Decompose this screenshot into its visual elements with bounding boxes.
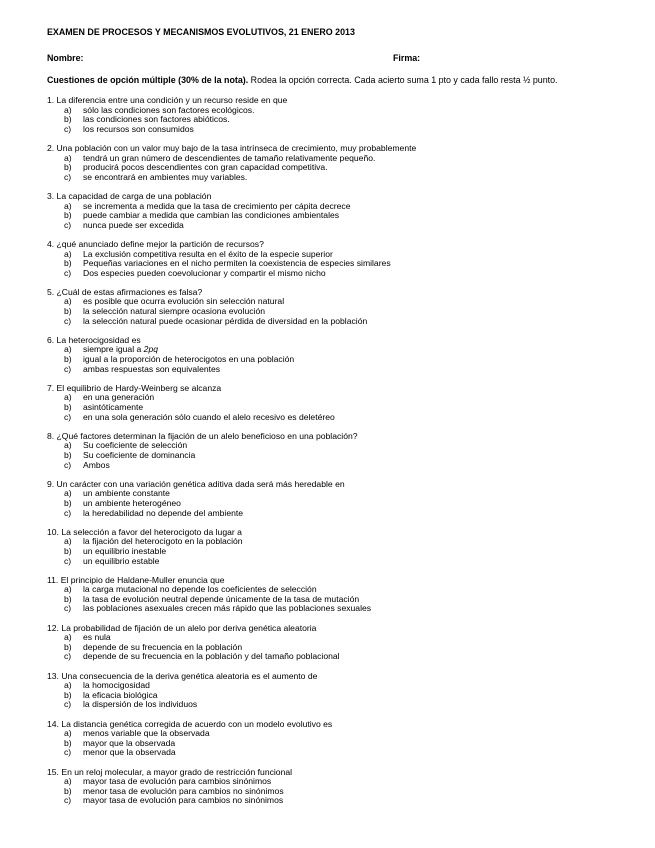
option-text: la eficacia biológica xyxy=(83,689,158,700)
option-letter: a) xyxy=(64,296,72,307)
option-letter: b) xyxy=(64,306,72,317)
question-stem: 5. ¿Cuál de estas afirmaciones es falsa? xyxy=(47,286,203,297)
option-letter: b) xyxy=(64,258,72,269)
question-14 xyxy=(47,720,622,758)
question-stem: 15. En un reloj molecular, a mayor grado de restricción funcional xyxy=(47,766,293,777)
option-text: menor tasa de evolución para cambios no sinónimos xyxy=(83,785,284,796)
question-5 xyxy=(47,288,622,326)
option-letter: c) xyxy=(64,603,72,614)
option-letter: a) xyxy=(64,344,72,355)
answer-option-c[interactable] xyxy=(47,652,622,662)
answer-option-c[interactable] xyxy=(47,365,622,375)
option-letter: c) xyxy=(64,507,72,518)
question-stem: 11. El principio de Haldane-Muller enuncia que xyxy=(47,574,225,585)
option-text: Su coeficiente de dominancia xyxy=(83,449,196,460)
question-stem: 8. ¿Qué factores determinan la fijación de un alelo beneficioso en una población? xyxy=(47,430,358,441)
option-text: un ambiente constante xyxy=(83,488,170,499)
option-letter: c) xyxy=(64,795,72,806)
option-letter: c) xyxy=(64,747,72,758)
option-text: un equilibrio estable xyxy=(83,555,160,566)
question-7 xyxy=(47,384,622,422)
option-text: Pequeñas variaciones en el nicho permiten la coexistencia de especies similares xyxy=(83,258,391,269)
option-letter: a) xyxy=(64,248,72,259)
answer-option-c[interactable] xyxy=(47,269,622,279)
option-letter: c) xyxy=(64,363,72,374)
option-letter: a) xyxy=(64,728,72,739)
answer-option-c[interactable] xyxy=(47,413,622,423)
option-letter: b) xyxy=(64,210,72,221)
option-text: en una generación xyxy=(83,392,155,403)
question-stem: 2. Una población con un valor muy bajo de la tasa intrínseca de crecimiento, muy probablemente xyxy=(47,142,417,153)
name-signature-row xyxy=(47,54,622,66)
question-12 xyxy=(47,624,622,662)
option-text: nunca puede ser excedida xyxy=(83,219,184,230)
firma-label: Firma: xyxy=(393,53,421,63)
option-letter: c) xyxy=(64,459,72,470)
question-stem: 13. Una consecuencia de la deriva genética aleatoria es el aumento de xyxy=(47,670,318,681)
option-letter: a) xyxy=(64,488,72,499)
option-letter: c) xyxy=(64,219,72,230)
instructions-text: Rodea la opción correcta. Cada acierto suma 1 pto y cada fallo resta ½ punto. xyxy=(248,75,558,85)
option-text: producirá pocos descendientes con gran capacidad competitiva. xyxy=(83,162,328,173)
option-text: las poblaciones asexuales crecen más rápido que las poblaciones sexuales xyxy=(83,603,372,614)
option-letter: b) xyxy=(64,162,72,173)
option-letter: b) xyxy=(64,545,72,556)
answer-option-c[interactable] xyxy=(47,509,622,519)
question-list xyxy=(47,96,622,806)
exam-page xyxy=(47,28,622,816)
option-letter: a) xyxy=(64,440,72,451)
question-1 xyxy=(47,96,622,134)
question-stem: 6. La heterocigosidad es xyxy=(47,334,141,345)
option-text: depende de su frecuencia en la población y del tamaño poblacional xyxy=(83,651,340,662)
nombre-label: Nombre: xyxy=(47,53,84,63)
question-stem: 12. La probabilidad de fijación de un alelo por deriva genética aleatoria xyxy=(47,622,317,633)
option-letter: c) xyxy=(64,651,72,662)
answer-option-c[interactable] xyxy=(47,796,622,806)
option-text: siempre igual a xyxy=(83,344,144,355)
question-stem: 10. La selección a favor del heterocigoto da lugar a xyxy=(47,526,242,537)
option-text: se incrementa a medida que la tasa de crecimiento per cápita decrece xyxy=(83,200,351,211)
option-letter: b) xyxy=(64,689,72,700)
option-text: la selección natural siempre ocasiona evolución xyxy=(83,306,266,317)
question-13 xyxy=(47,672,622,710)
option-text: en una sola generación sólo cuando el alelo recesivo es deletéreo xyxy=(83,411,335,422)
question-stem: 1. La diferencia entre una condición y un recurso reside en que xyxy=(47,95,288,105)
option-letter: b) xyxy=(64,114,72,125)
option-letter: b) xyxy=(64,402,72,412)
option-text: tendrá un gran número de descendientes de tamaño relativamente pequeño. xyxy=(83,152,376,163)
option-text: la dispersión de los individuos xyxy=(83,699,198,710)
option-text: un ambiente heterogéneo xyxy=(83,497,181,508)
option-text: las condiciones son factores abióticos. xyxy=(83,114,230,125)
question-4 xyxy=(47,240,622,278)
option-text: es posible que ocurra evolución sin selección natural xyxy=(83,296,285,307)
option-text: depende de su frecuencia en la población xyxy=(83,641,243,652)
question-10 xyxy=(47,528,622,566)
instructions xyxy=(47,76,622,88)
answer-option-c[interactable] xyxy=(47,221,622,231)
option-letter: c) xyxy=(64,171,72,182)
answer-option-c[interactable] xyxy=(47,748,622,758)
option-letter: b) xyxy=(64,354,72,365)
option-text: menos variable que la observada xyxy=(83,728,210,739)
option-letter: a) xyxy=(64,632,72,643)
question-2 xyxy=(47,144,622,182)
question-6 xyxy=(47,336,622,374)
question-3 xyxy=(47,192,622,230)
option-text: es nula xyxy=(83,632,111,643)
option-text: los recursos son consumidos xyxy=(83,123,194,134)
question-stem: 14. La distancia genética corregida de acuerdo con un modelo evolutivo es xyxy=(47,718,333,729)
option-letter: c) xyxy=(64,315,72,326)
option-letter: a) xyxy=(64,536,72,547)
option-text: sólo las condiciones son factores ecológicos. xyxy=(83,104,255,115)
option-text: ambas respuestas son equivalentes xyxy=(83,363,221,374)
option-letter: b) xyxy=(64,737,72,748)
option-letter: a) xyxy=(64,776,72,787)
question-stem: 7. El equilibrio de Hardy-Weinberg se alcanza xyxy=(47,382,222,393)
option-text: menor que la observada xyxy=(83,747,176,758)
question-8 xyxy=(47,432,622,470)
answer-option-c[interactable] xyxy=(47,461,622,471)
option-text: mayor tasa de evolución para cambios sinónimos xyxy=(83,776,272,787)
option-letter: b) xyxy=(64,785,72,796)
option-letter: a) xyxy=(64,584,72,595)
option-letter: b) xyxy=(64,497,72,508)
option-text: la selección natural puede ocasionar pérdida de diversidad en la población xyxy=(83,315,368,326)
option-text: La exclusión competitiva resulta en el éxito de la especie superior xyxy=(83,248,333,259)
option-letter: b) xyxy=(64,593,72,604)
option-text: asintóticamente xyxy=(83,402,144,412)
option-letter: c) xyxy=(64,411,72,422)
option-text: la homocigosidad xyxy=(83,680,150,691)
option-text: igual a la proporción de heterocigotos en una población xyxy=(83,354,295,365)
option-letter: b) xyxy=(64,449,72,460)
question-stem: 3. La capacidad de carga de una población xyxy=(47,190,212,201)
question-stem: 4. ¿qué anunciado define mejor la partición de recursos? xyxy=(47,238,264,249)
option-letter: c) xyxy=(64,555,72,566)
question-9 xyxy=(47,480,622,518)
option-letter: c) xyxy=(64,123,72,134)
exam-title: EXAMEN DE PROCESOS Y MECANISMOS EVOLUTIVOS, 21 ENERO 2013 xyxy=(47,27,355,37)
option-letter: a) xyxy=(64,392,72,403)
answer-option-c[interactable] xyxy=(47,125,622,135)
option-text: la fijación del heterocigoto en la población xyxy=(83,536,243,547)
option-letter: a) xyxy=(64,680,72,691)
option-text: se encontrará en ambientes muy variables. xyxy=(83,171,248,182)
option-letter: c) xyxy=(64,699,72,710)
option-text: la tasa de evolución neutral depende únicamente de la tasa de mutación xyxy=(83,593,360,604)
option-letter: c) xyxy=(64,267,72,278)
option-text: Ambos xyxy=(83,459,110,470)
option-letter: a) xyxy=(64,152,72,163)
option-text: un equilibrio inestable xyxy=(83,545,167,556)
option-text: Dos especies pueden coevolucionar y compartir el mismo nicho xyxy=(83,267,326,278)
option-letter: b) xyxy=(64,641,72,652)
option-text: puede cambiar a medida que cambian las condiciones ambientales xyxy=(83,210,340,221)
option-text: la carga mutacional no depende los coeficientes de selección xyxy=(83,584,317,595)
answer-option-c[interactable] xyxy=(47,700,622,710)
instructions-bold: Cuestiones de opción múltiple (30% de la nota). xyxy=(47,75,249,85)
option-text: mayor tasa de evolución para cambios no sinónimos xyxy=(83,795,284,806)
answer-option-c[interactable] xyxy=(47,557,622,567)
answer-option-c[interactable] xyxy=(47,604,622,614)
answer-option-b[interactable] xyxy=(47,451,622,461)
option-text: la heredabilidad no depende del ambiente xyxy=(83,507,244,518)
option-text: mayor que la observada xyxy=(83,737,176,748)
question-11 xyxy=(47,576,622,614)
answer-option-c[interactable] xyxy=(47,317,622,327)
answer-option-c[interactable] xyxy=(47,173,622,183)
option-letter: a) xyxy=(64,104,72,115)
question-15 xyxy=(47,768,622,806)
question-stem: 9. Un carácter con una variación genética aditiva dada será más heredable en xyxy=(47,478,345,489)
option-letter: a) xyxy=(64,200,72,211)
option-text: Su coeficiente de selección xyxy=(83,440,188,451)
option-text-italic: 2pq xyxy=(143,344,159,355)
